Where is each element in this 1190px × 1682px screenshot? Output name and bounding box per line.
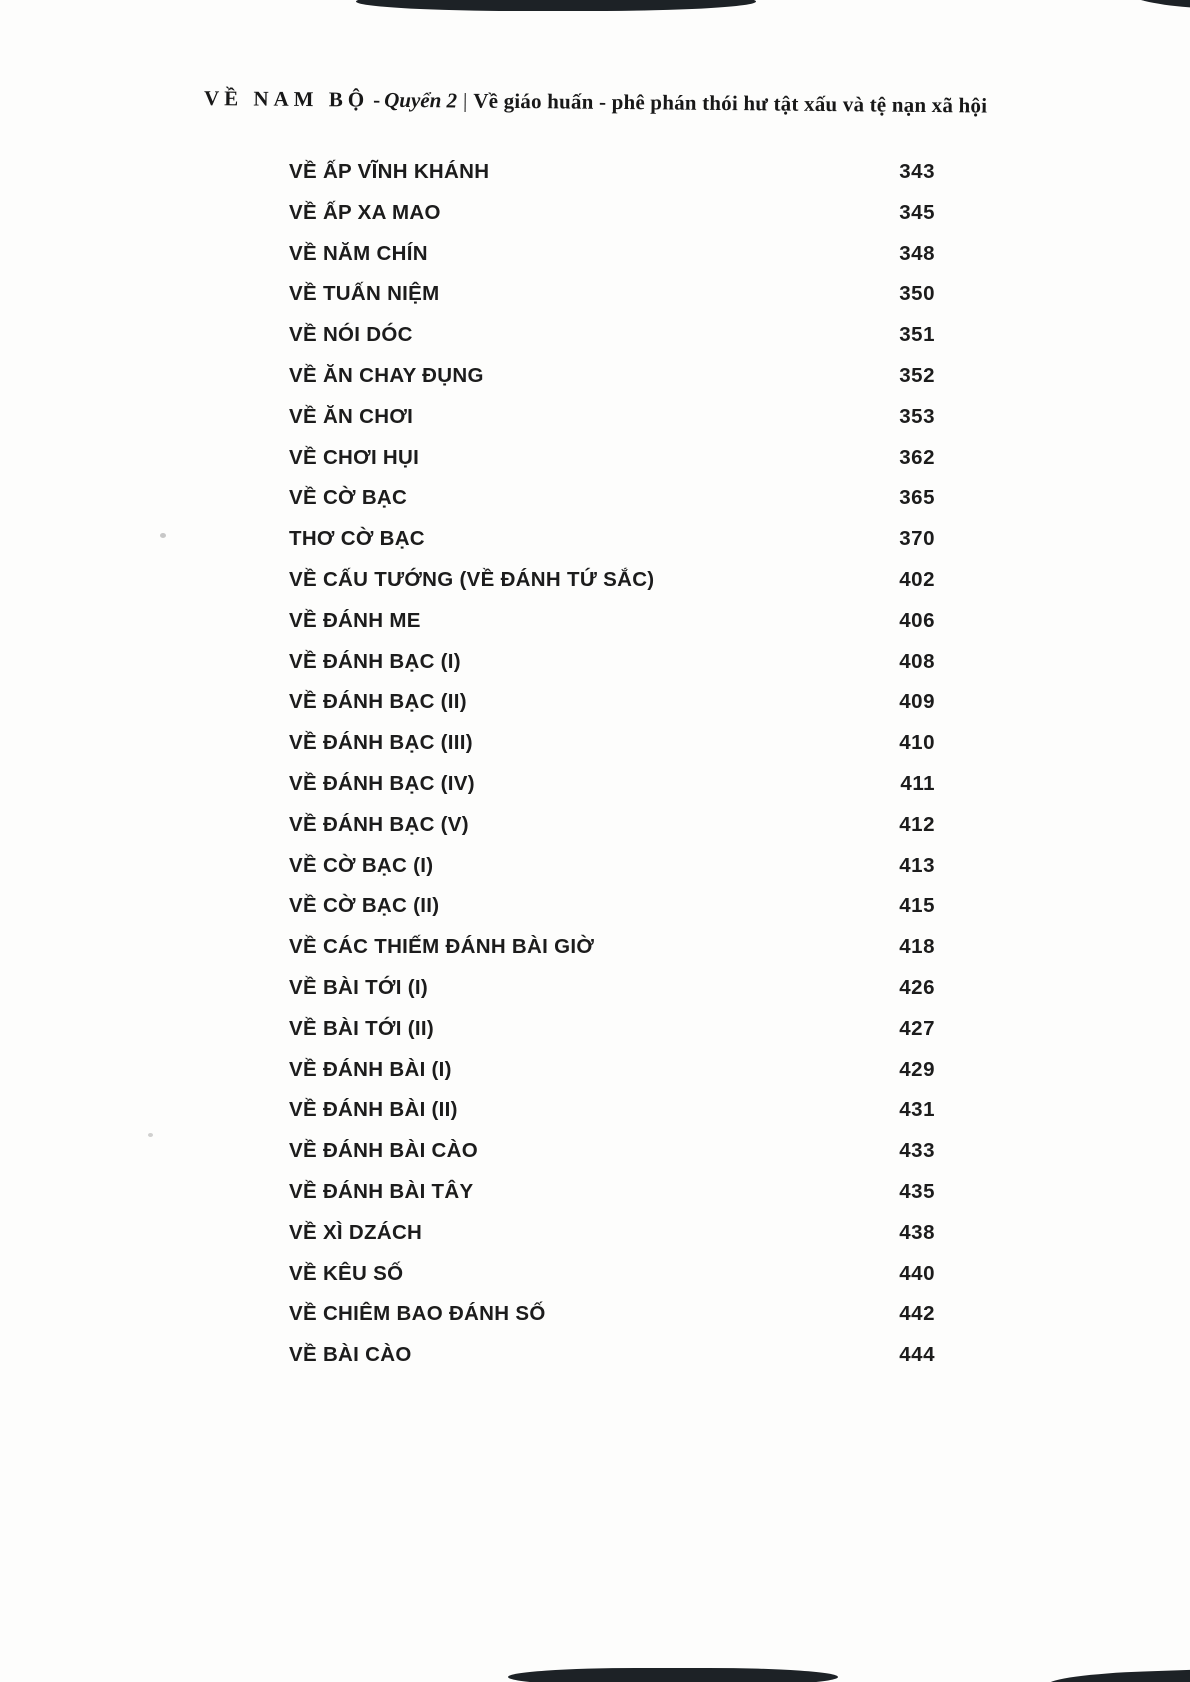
toc-entry-page-number: 345: [899, 200, 935, 224]
toc-entry-page-number: 353: [899, 404, 935, 428]
toc-row: [289, 486, 935, 527]
toc-entry-title: VỀ BÀI CÀO: [289, 1343, 412, 1367]
toc-entry-page-number: 442: [899, 1302, 935, 1326]
toc-entry-page-number: 351: [899, 323, 935, 347]
toc-entry-title: VỀ ĂN CHAY ĐỤNG: [289, 363, 484, 387]
toc-entry-title: VỀ ĐÁNH BẠC (I): [289, 649, 461, 673]
toc-entry-title: VỀ ĐÁNH BÀI TÂY: [289, 1179, 474, 1203]
toc-row: [289, 282, 935, 323]
toc-entry-title: VỀ CỜ BẠC (II): [289, 894, 440, 918]
toc-entry-page-number: 370: [899, 527, 935, 551]
toc-entry-page-number: 406: [899, 608, 935, 632]
toc-row: [289, 813, 935, 854]
toc-entry-page-number: 410: [899, 731, 935, 755]
toc-row: [289, 242, 935, 283]
toc-entry-page-number: 365: [899, 486, 935, 510]
toc-row: [289, 1302, 935, 1343]
toc-entry-page-number: 402: [899, 567, 935, 591]
toc-entry-page-number: 440: [899, 1261, 935, 1285]
toc-row: [289, 894, 935, 935]
running-header: [203, 86, 988, 118]
toc-entry-title: VỀ ĐÁNH BẠC (V): [289, 812, 469, 836]
toc-entry-title: VỀ ĐÁNH ME: [289, 608, 421, 632]
toc-entry-title: VỀ ĂN CHƠI: [289, 404, 414, 428]
scan-shadow-top-right: [1126, 0, 1190, 9]
toc-entry-page-number: 433: [899, 1139, 935, 1163]
toc-entry-title: VỀ CẤU TƯỚNG (VỀ ĐÁNH TỨ SẮC): [289, 567, 655, 591]
toc-row: [289, 160, 935, 201]
toc-entry-title: VỀ TUẤN NIỆM: [289, 282, 440, 306]
toc-entry-title: VỀ BÀI TỚI (I): [289, 975, 428, 999]
toc-row: [289, 201, 935, 242]
volume-label: Quyển 2: [384, 87, 458, 113]
toc-row: [289, 731, 935, 772]
toc-entry-page-number: 438: [899, 1220, 935, 1244]
chapter-subtitle: Về giáo huấn - phê phán thói hư tật xấu và tệ nạn xã hội: [473, 88, 988, 118]
toc-row: [289, 1221, 935, 1262]
toc-entry-title: VỀ CHƠI HỤI: [289, 445, 420, 469]
toc-entry-title: VỀ XÌ DZÁCH: [289, 1220, 423, 1244]
toc-row: [289, 1343, 935, 1384]
toc-row: [289, 772, 935, 813]
toc-entry-page-number: 408: [899, 649, 935, 673]
toc-entry-title: VỀ ĐÁNH BẠC (IV): [289, 771, 475, 795]
toc-entry-title: VỀ BÀI TỚI (II): [289, 1016, 434, 1040]
ink-speck: [148, 1133, 153, 1137]
toc-entry-page-number: 343: [899, 160, 935, 183]
scan-shadow-bottom: [508, 1668, 838, 1682]
toc-entry-page-number: 348: [899, 241, 935, 265]
toc-entry-title: VỀ ĐÁNH BÀI (II): [289, 1098, 458, 1122]
toc-list: [289, 160, 935, 1384]
toc-entry-title: VỀ CÁC THIẾM ĐÁNH BÀI GIỜ: [289, 935, 595, 959]
toc-entry-page-number: 411: [900, 771, 935, 795]
toc-entry-title: VỀ ĐÁNH BẠC (III): [289, 731, 473, 755]
scan-shadow-top: [356, 0, 756, 11]
toc-row: [289, 1017, 935, 1058]
toc-row: [289, 690, 935, 731]
toc-row: [289, 446, 935, 487]
toc-row: [289, 405, 935, 446]
toc-row: [289, 1262, 935, 1303]
toc-entry-page-number: 350: [899, 282, 935, 306]
toc-row: [289, 1098, 935, 1139]
toc-entry-title: VỀ NÓI DÓC: [289, 323, 413, 347]
toc-row: [289, 323, 935, 364]
toc-row: [289, 854, 935, 895]
toc-entry-page-number: 427: [899, 1016, 935, 1040]
ink-speck: [160, 533, 166, 538]
toc-row: [289, 609, 935, 650]
toc-row: [289, 935, 935, 976]
scan-shadow-bottom-right: [1048, 1669, 1190, 1682]
toc-entry-title: THƠ CỜ BẠC: [289, 527, 425, 551]
toc-entry-title: VỀ CỜ BẠC (I): [289, 853, 434, 877]
toc-row: [289, 1180, 935, 1221]
toc-entry-page-number: 444: [899, 1343, 935, 1367]
header-pipe: |: [462, 88, 468, 113]
toc-entry-title: VỀ ĐÁNH BÀI (I): [289, 1057, 452, 1081]
toc-entry-title: VỀ ẤP XA MAO: [289, 200, 441, 224]
toc-row: [289, 527, 935, 568]
toc-entry-title: VỀ ẤP VĨNH KHÁNH: [289, 160, 490, 183]
toc-entry-title: VỀ CHIÊM BAO ĐÁNH SỐ: [289, 1302, 546, 1326]
toc-row: [289, 1058, 935, 1099]
toc-entry-page-number: 409: [899, 690, 935, 714]
toc-entry-page-number: 412: [899, 812, 935, 836]
toc-entry-page-number: 362: [899, 445, 935, 469]
toc-row: [289, 364, 935, 405]
toc-entry-page-number: 435: [899, 1179, 935, 1203]
toc-entry-page-number: 426: [899, 975, 935, 999]
toc-entry-page-number: 352: [899, 363, 935, 387]
toc-entry-title: VỀ KÊU SỐ: [289, 1261, 404, 1285]
book-title: VỀ NAM BỘ: [203, 86, 370, 112]
toc-row: [289, 1139, 935, 1180]
toc-entry-page-number: 418: [899, 935, 935, 959]
header-separator: -: [373, 87, 381, 112]
toc-entry-title: VỀ ĐÁNH BÀI CÀO: [289, 1139, 479, 1163]
toc-entry-page-number: 429: [899, 1057, 935, 1081]
toc-row: [289, 568, 935, 609]
toc-row: [289, 976, 935, 1017]
toc-entry-title: VỀ ĐÁNH BẠC (II): [289, 690, 467, 714]
toc-entry-title: VỀ NĂM CHÍN: [289, 241, 428, 265]
toc-entry-title: VỀ CỜ BẠC: [289, 486, 408, 510]
toc-row: [289, 650, 935, 691]
toc-entry-page-number: 415: [899, 894, 935, 918]
toc-entry-page-number: 431: [899, 1098, 935, 1122]
toc-entry-page-number: 413: [899, 853, 935, 877]
